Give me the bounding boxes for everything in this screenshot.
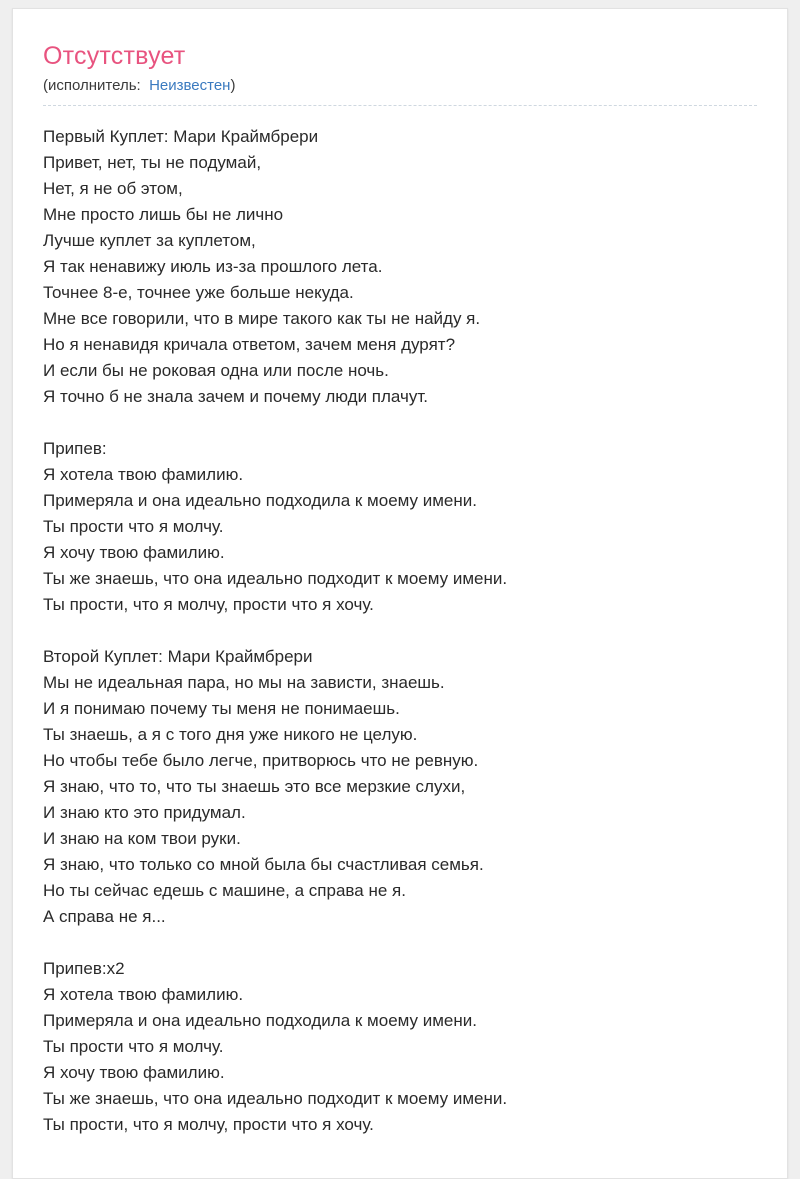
lyric-line: Ты прости, что я молчу, прости что я хочу.	[43, 1114, 374, 1134]
lyric-block-chorus-1	[43, 436, 757, 618]
lyric-line: Припев:	[43, 438, 107, 458]
artist-paren: )	[230, 76, 236, 94]
lyric-block-verse-2	[43, 644, 757, 930]
lyric-line: Но ты сейчас едешь с машине, а справа не я.	[43, 880, 406, 900]
artist-link[interactable]: Неизвестен	[149, 76, 231, 94]
lyric-line: И знаю на ком твои руки.	[43, 828, 241, 848]
lyric-line: Я знаю, что только со мной была бы счастливая семья.	[43, 854, 484, 874]
lyric-line: Ты прости, что я молчу, прости что я хочу.	[43, 594, 374, 614]
lyric-line: Ты же знаешь, что она идеально подходит к моему имени.	[43, 1088, 508, 1108]
lyric-line: Я точно б не знала зачем и почему люди плачут.	[43, 386, 428, 406]
lyric-line: Нет, я не об этом,	[43, 178, 183, 198]
lyric-line: Мне просто лишь бы не лично	[43, 204, 284, 224]
lyric-line: И я понимаю почему ты меня не понимаешь.	[43, 698, 400, 718]
lyric-line: Но я ненавидя кричала ответом, зачем меня дурят?	[43, 334, 456, 354]
lyric-block-chorus-2	[43, 956, 757, 1138]
lyric-line: Я хочу твою фамилию.	[43, 542, 225, 562]
lyric-line: Ты прости что я молчу.	[43, 1036, 224, 1056]
lyric-line: Но чтобы тебе было легче, притворюсь что не ревную.	[43, 750, 479, 770]
lyric-line: Точнее 8-е, точнее уже больше некуда.	[43, 282, 354, 302]
page-title: Отсутствует	[43, 42, 186, 70]
lyric-line: Лучше куплет за куплетом,	[43, 230, 256, 250]
lyric-line: Я так ненавижу июль из-за прошлого лета.	[43, 256, 383, 276]
artist-label: (исполнитель:	[43, 76, 141, 94]
lyric-line: Ты знаешь, а я с того дня уже никого не целую.	[43, 724, 418, 744]
lyric-line: Первый Куплет: Мари Краймбрери	[43, 126, 319, 146]
lyric-line: Я хочу твою фамилию.	[43, 1062, 225, 1082]
lyric-line: Второй Куплет: Мари Краймбрери	[43, 646, 313, 666]
artist-line	[43, 77, 757, 106]
lyric-block-verse-1	[43, 124, 757, 410]
lyric-line: Примеряла и она идеально подходила к моему имени.	[43, 490, 477, 510]
lyric-line: Я хотела твою фамилию.	[43, 464, 244, 484]
lyric-line: Я знаю, что то, что ты знаешь это все мерзкие слухи,	[43, 776, 466, 796]
lyric-line: И знаю кто это придумал.	[43, 802, 246, 822]
lyrics-card	[12, 8, 788, 1179]
lyric-line: А справа не я...	[43, 906, 166, 926]
lyric-line: Я хотела твою фамилию.	[43, 984, 244, 1004]
lyric-line: Привет, нет, ты не подумай,	[43, 152, 262, 172]
lyrics-body	[43, 124, 757, 1138]
lyric-line: И если бы не роковая одна или после ночь.	[43, 360, 389, 380]
lyric-line: Припев:х2	[43, 958, 125, 978]
lyric-line: Примеряла и она идеально подходила к моему имени.	[43, 1010, 477, 1030]
lyric-line: Мы не идеальная пара, но мы на зависти, знаешь.	[43, 672, 445, 692]
lyric-line: Ты же знаешь, что она идеально подходит к моему имени.	[43, 568, 508, 588]
lyric-line: Мне все говорили, что в мире такого как ты не найду я.	[43, 308, 481, 328]
lyric-line: Ты прости что я молчу.	[43, 516, 224, 536]
